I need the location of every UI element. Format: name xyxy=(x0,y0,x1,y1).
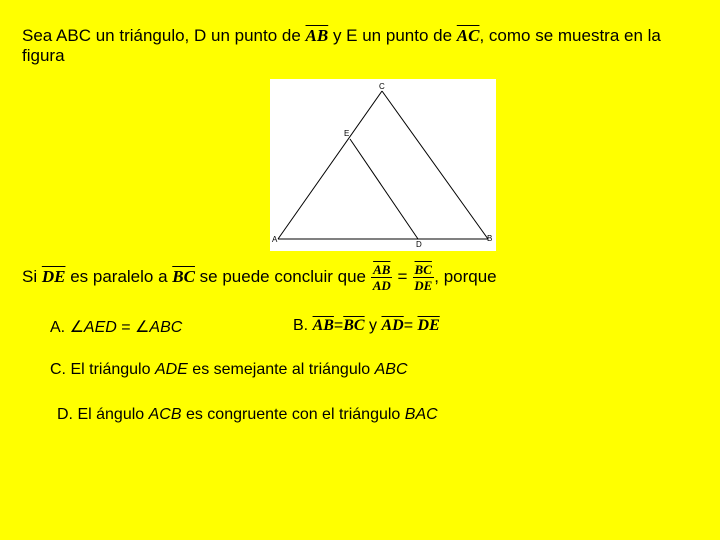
segment-ab: $\overline{AB}$ xyxy=(305,26,329,45)
segment-de xyxy=(350,139,418,239)
vertex-label-b: B xyxy=(487,234,493,243)
segment-ac: $\overline{AC}$ xyxy=(456,26,480,45)
vertex-label-d: D xyxy=(416,240,422,249)
option-c[interactable]: C. El triángulo ADE es semejante al triángulo ABC xyxy=(50,361,408,378)
ratio-bc-de: $\frac{\overline{BC}}{DE}$ xyxy=(414,262,433,293)
option-b[interactable]: B. $\overline{AB}=\overline{BC}$ y $\overline{AD}= \overline{DE}$ xyxy=(293,317,440,334)
segment-bc: $\overline{BC}$ xyxy=(172,266,195,286)
angle-icon: ∠ xyxy=(69,319,84,336)
triangle-diagram xyxy=(270,79,496,251)
option-d[interactable]: D. El ángulo ACB es congruente con el triángulo BAC xyxy=(57,406,438,423)
problem-statement: Sea ABC un triángulo, D un punto de $\overline{AB}$ y E un punto de $\overline{AC}$, como se muestra en la figura xyxy=(22,26,661,65)
option-a[interactable]: A. ∠AED = ∠ABC xyxy=(50,319,183,336)
side-bc xyxy=(382,91,488,239)
ratio-ab-ad: $\frac{\overline{AB}}{AD}$ xyxy=(372,262,391,293)
triangle-figure xyxy=(270,79,496,251)
vertex-label-e: E xyxy=(344,129,350,138)
segment-de: $\overline{DE}$ xyxy=(41,266,66,286)
vertex-label-c: C xyxy=(379,82,385,91)
vertex-label-a: A xyxy=(272,235,278,244)
side-ac xyxy=(278,91,382,239)
question-text: Si $\overline{DE}$ es paralelo a $\overline{BC}$ se puede concluir que $\frac{\overline{AB}}{AD}$ = $\frac{\overline{BC}}{DE}$ , porque xyxy=(22,262,497,293)
angle-icon: ∠ xyxy=(135,319,150,336)
